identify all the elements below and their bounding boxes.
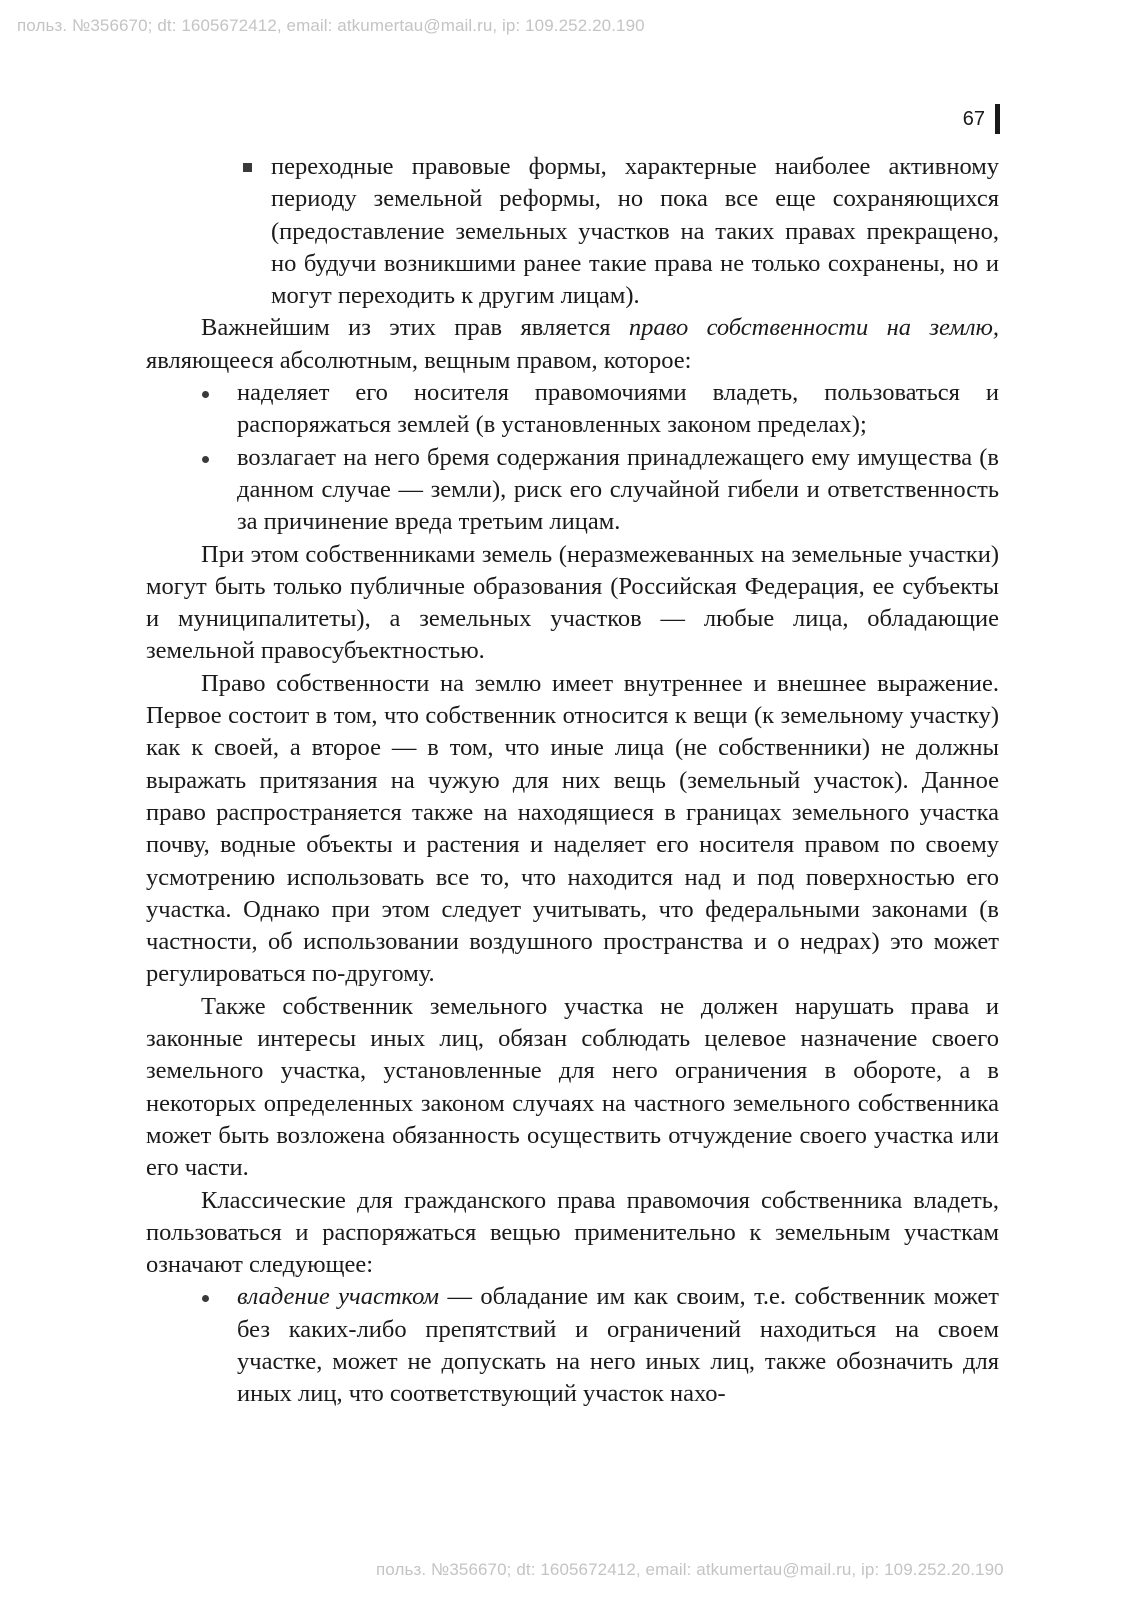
list-item <box>237 442 999 539</box>
paragraph: Классические для гражданского права правомочия собственника владеть, пользоваться и распоряжаться вещью применительно к земельным участкам означают следующее: <box>146 1186 999 1279</box>
dot-bullet-icon <box>202 456 209 463</box>
page-number: 67 <box>962 107 985 130</box>
paragraph: Право собственности на землю имеет внутреннее и внешнее выражение. Первое состоит в том, что собственник относится к вещи (к земельному участку) как к своей, а второе — в том, что иные лица (не собственники) не должны выражать притязания на чужую для них вещь (земельный участок). Данное право распространяется также на находящиеся в границах земельного участка почву, водные объекты и растения и наделяет его носителя правом по своему усмотрению использовать все то, что находится над и под поверхностью его участка. Однако при этом следует учитывать, что федеральными законами (в частности, об использовании воздушного пространства и о недрах) это может регулироваться по-другому. <box>146 669 999 988</box>
paragraph: Также собственник земельного участка не должен нарушать права и законные интересы иных лиц, обязан соблюдать целевое назначение своего земельного участка, установленные для него ограничения в обороте, а в некоторых определенных законом случаях на частного земельного собственника может быть возложена обязанность осуществить отчуждение своего участка или его части. <box>146 992 999 1182</box>
page-number-bar <box>995 104 1000 134</box>
paragraph-text: Важнейшим из этих прав является <box>201 314 629 342</box>
emphasis-text: владение участком <box>237 1283 440 1311</box>
body-text <box>146 151 999 1411</box>
list-item-text: возлагает на него бремя содержания принадлежащего ему имущества (в данном случае — земли), риск его случайной гибели и ответственность за причинение вреда третьим лицам. <box>237 443 999 536</box>
paragraph-text: являющееся абсолютным, вещным правом, которое: <box>146 346 692 374</box>
emphasis-text: право собственности на землю, <box>628 314 999 342</box>
paragraph <box>146 312 999 377</box>
list-item <box>271 151 999 312</box>
dot-bullet-icon <box>202 391 209 398</box>
watermark-bottom: польз. №356670; dt: 1605672412, email: atkumertau@mail.ru, ip: 109.252.20.190 <box>376 1560 1004 1579</box>
square-bullet-icon <box>243 163 252 172</box>
list-item-text: наделяет его носителя правомочиями владеть, пользоваться и распоряжаться землей (в установленных законом пределах); <box>237 379 999 439</box>
list-item <box>237 377 999 442</box>
list-item-text: переходные правовые формы, характерные наиболее активному периоду земельной реформы, но пока все еще сохраняющихся (предоставление земельных участков на таких правах прекращено, но будучи возникшими ранее такие права не только сохранены, но и могут переходить к другим лицам). <box>271 153 999 310</box>
watermark-top: польз. №356670; dt: 1605672412, email: atkumertau@mail.ru, ip: 109.252.20.190 <box>17 16 645 35</box>
list-item-text: — обладание им как своим, т.е. собственник может без каких-либо препятствий и ограничений находиться на своем участке, может не допускать на него иных лиц, также обозначить для иных лиц, что соответствующий участок нахо- <box>237 1283 999 1408</box>
dot-bullet-icon <box>202 1295 209 1302</box>
list-item <box>237 1281 999 1410</box>
paragraph: При этом собственниками земель (неразмежеванных на земельные участки) могут быть только публичные образования (Российская Федерация, ее субъекты и муниципалитеты), а земельных участков — любые лица, обладающие земельной правосубъектностью. <box>146 540 999 665</box>
page-header <box>963 104 1000 134</box>
